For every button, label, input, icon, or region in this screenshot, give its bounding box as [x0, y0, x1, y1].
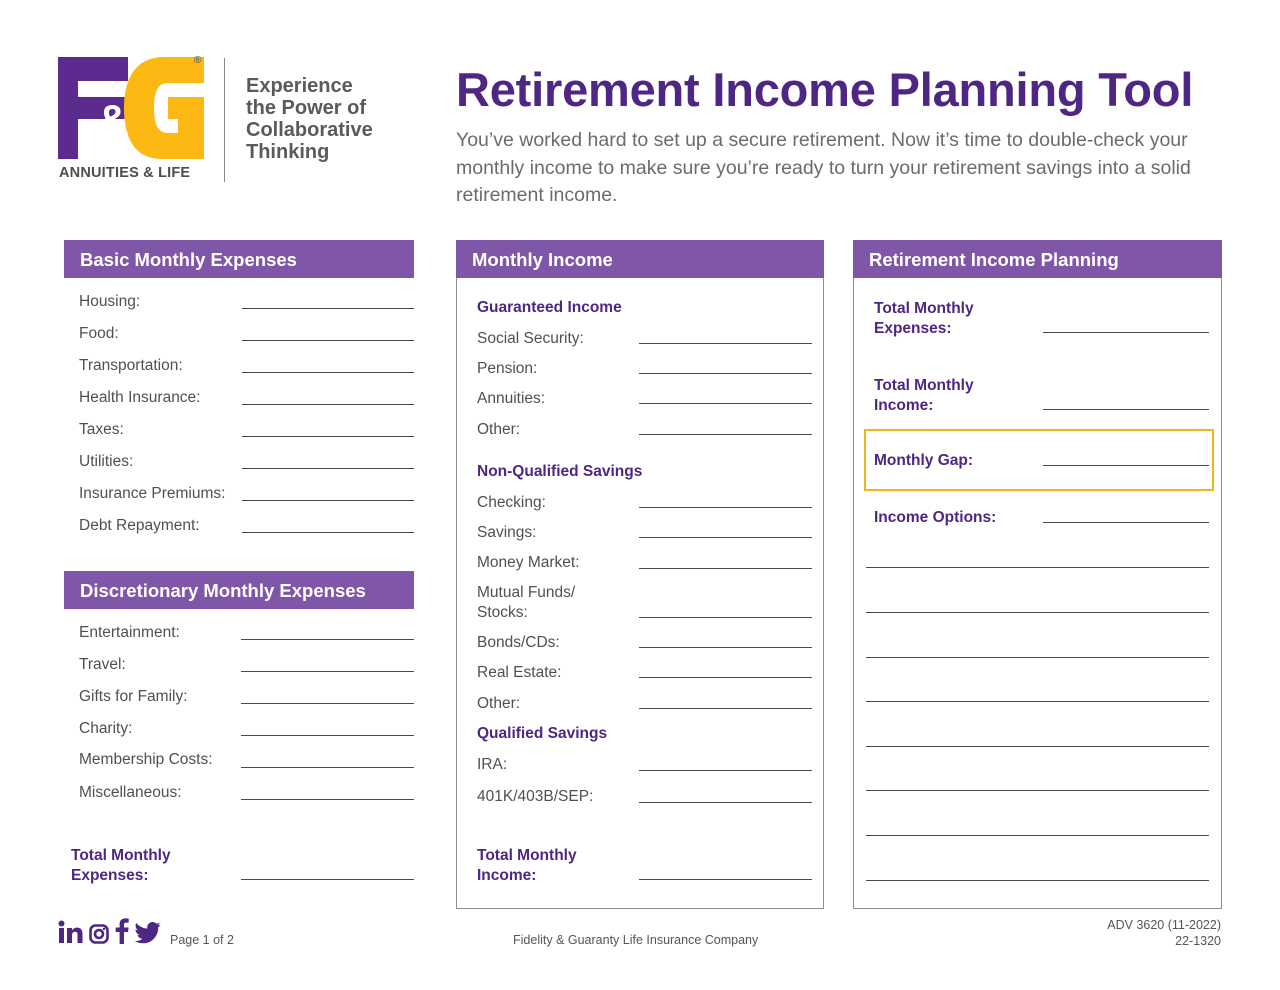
document-code-line1: ADV 3620 (11-2022): [1107, 918, 1221, 932]
taxes-field[interactable]: [242, 436, 414, 437]
monthly-gap-label: Monthly Gap:: [874, 452, 974, 469]
slogan-line: Thinking: [246, 141, 330, 163]
linkedin-icon[interactable]: [58, 920, 83, 944]
savings-field[interactable]: [639, 537, 812, 538]
transportation-label: Transportation:: [79, 357, 183, 374]
savings-label: Savings:: [477, 524, 537, 541]
slogan: [246, 75, 373, 163]
social-security-label: Social Security:: [477, 330, 584, 347]
svg-text:&: &: [96, 95, 130, 147]
planning-total-income-line2: Income:: [874, 396, 934, 414]
twitter-icon[interactable]: [135, 922, 161, 944]
401k-label: 401K/403B/SEP:: [477, 788, 594, 805]
income-options-line[interactable]: [866, 790, 1209, 791]
social-links: [58, 920, 161, 944]
fg-logo-mark: [58, 57, 204, 159]
401k-field[interactable]: [639, 802, 812, 803]
stocks-label: Stocks:: [477, 604, 528, 621]
entertainment-field[interactable]: [241, 639, 414, 640]
planning-total-expenses-label: [874, 299, 974, 338]
income-options-line[interactable]: [866, 880, 1209, 881]
intro-text: You’ve worked hard to set up a secure retirement. Now it’s time to double-check your monthly income to make sure you’re ready to turn your retirement savings into a solid retirement income.: [456, 129, 1191, 206]
guaranteed-income-heading: Guaranteed Income: [477, 299, 622, 316]
logo-tagline: ANNUITIES & LIFE: [59, 165, 191, 181]
income-options-line[interactable]: [866, 835, 1209, 836]
gifts-field[interactable]: [241, 703, 414, 704]
document-code: [1107, 918, 1221, 949]
travel-field[interactable]: [241, 671, 414, 672]
discretionary-expenses-header: Discretionary Monthly Expenses: [64, 571, 414, 609]
planning-total-income-line1: Total Monthly: [874, 377, 974, 394]
total-expenses-field[interactable]: [241, 879, 414, 880]
membership-costs-label: Membership Costs:: [79, 751, 213, 768]
logo-divider: [224, 58, 225, 182]
bonds-label: Bonds/CDs:: [477, 634, 560, 651]
planning-total-expenses-line2: Expenses:: [874, 319, 952, 337]
income-options-line[interactable]: [866, 746, 1209, 747]
ira-label: IRA:: [477, 756, 508, 773]
planning-panel: [853, 278, 1222, 909]
planning-total-expenses-line1: Total Monthly: [874, 300, 974, 317]
guaranteed-other-field[interactable]: [639, 434, 812, 435]
membership-costs-field[interactable]: [241, 767, 414, 768]
charity-label: Charity:: [79, 720, 133, 737]
taxes-label: Taxes:: [79, 421, 124, 438]
food-field[interactable]: [242, 340, 414, 341]
health-insurance-label: Health Insurance:: [79, 389, 201, 406]
debt-repayment-field[interactable]: [242, 532, 414, 533]
page-number: Page 1 of 2: [170, 933, 234, 947]
travel-label: Travel:: [79, 656, 126, 673]
annuities-label: Annuities:: [477, 390, 546, 407]
income-options-field[interactable]: [1043, 522, 1209, 523]
non-qualified-other-label: Other:: [477, 695, 521, 712]
housing-label: Housing:: [79, 293, 141, 310]
qualified-heading: Qualified Savings: [477, 725, 608, 742]
pension-field[interactable]: [639, 373, 812, 374]
total-income-label: [477, 846, 577, 885]
total-expenses-label: [71, 846, 171, 885]
money-market-label: Money Market:: [477, 554, 580, 571]
facebook-icon[interactable]: [115, 918, 129, 944]
planning-header: Retirement Income Planning: [853, 240, 1222, 278]
entertainment-label: Entertainment:: [79, 624, 180, 641]
slogan-line: Experience: [246, 75, 353, 97]
real-estate-label: Real Estate:: [477, 664, 562, 681]
miscellaneous-label: Miscellaneous:: [79, 784, 182, 801]
income-options-label: Income Options:: [874, 509, 997, 526]
planning-total-expenses-field[interactable]: [1043, 332, 1209, 333]
money-market-field[interactable]: [639, 568, 812, 569]
income-options-line[interactable]: [866, 657, 1209, 658]
annuities-field[interactable]: [639, 403, 812, 404]
mutual-funds-field[interactable]: [639, 617, 812, 618]
document-code-line2: 22-1320: [1175, 933, 1221, 948]
registered-mark: ®: [194, 55, 202, 66]
food-label: Food:: [79, 325, 119, 342]
total-expenses-line1: Total Monthly: [71, 847, 171, 864]
total-income-line2: Income:: [477, 866, 537, 884]
mutual-funds-label: Mutual Funds/: [477, 584, 576, 601]
non-qualified-other-field[interactable]: [639, 708, 812, 709]
checking-field[interactable]: [639, 507, 812, 508]
transportation-field[interactable]: [242, 372, 414, 373]
gifts-label: Gifts for Family:: [79, 688, 188, 705]
income-options-line[interactable]: [866, 701, 1209, 702]
fg-logo: [58, 57, 208, 179]
insurance-premiums-label: Insurance Premiums:: [79, 485, 226, 502]
income-options-line[interactable]: [866, 612, 1209, 613]
checking-label: Checking:: [477, 494, 546, 511]
slogan-line: the Power of: [246, 97, 367, 119]
bonds-field[interactable]: [639, 647, 812, 648]
instagram-icon[interactable]: [89, 924, 109, 944]
monthly-income-header: Monthly Income: [456, 240, 824, 278]
utilities-label: Utilities:: [79, 453, 134, 470]
miscellaneous-field[interactable]: [241, 799, 414, 800]
real-estate-field[interactable]: [639, 677, 812, 678]
non-qualified-heading: Non-Qualified Savings: [477, 463, 643, 480]
monthly-gap-field[interactable]: [1043, 465, 1209, 466]
company-name: Fidelity & Guaranty Life Insurance Company: [513, 933, 759, 947]
debt-repayment-label: Debt Repayment:: [79, 517, 200, 534]
guaranteed-other-label: Other:: [477, 421, 521, 438]
ira-field[interactable]: [639, 770, 812, 771]
pension-label: Pension:: [477, 360, 538, 377]
total-income-line1: Total Monthly: [477, 847, 577, 864]
planning-total-income-field[interactable]: [1043, 409, 1209, 410]
social-security-field[interactable]: [639, 343, 812, 344]
charity-field[interactable]: [241, 735, 414, 736]
utilities-field[interactable]: [242, 468, 414, 469]
income-options-line[interactable]: [866, 567, 1209, 568]
housing-field[interactable]: [242, 308, 414, 309]
planning-total-income-label: [874, 376, 974, 415]
total-income-field[interactable]: [639, 879, 812, 880]
slogan-line: Collaborative: [246, 119, 373, 141]
basic-expenses-header: Basic Monthly Expenses: [64, 240, 414, 278]
health-insurance-field[interactable]: [242, 404, 414, 405]
total-expenses-line2: Expenses:: [71, 866, 149, 884]
insurance-premiums-field[interactable]: [242, 500, 414, 501]
page-title: Retirement Income Planning Tool: [456, 63, 1194, 116]
